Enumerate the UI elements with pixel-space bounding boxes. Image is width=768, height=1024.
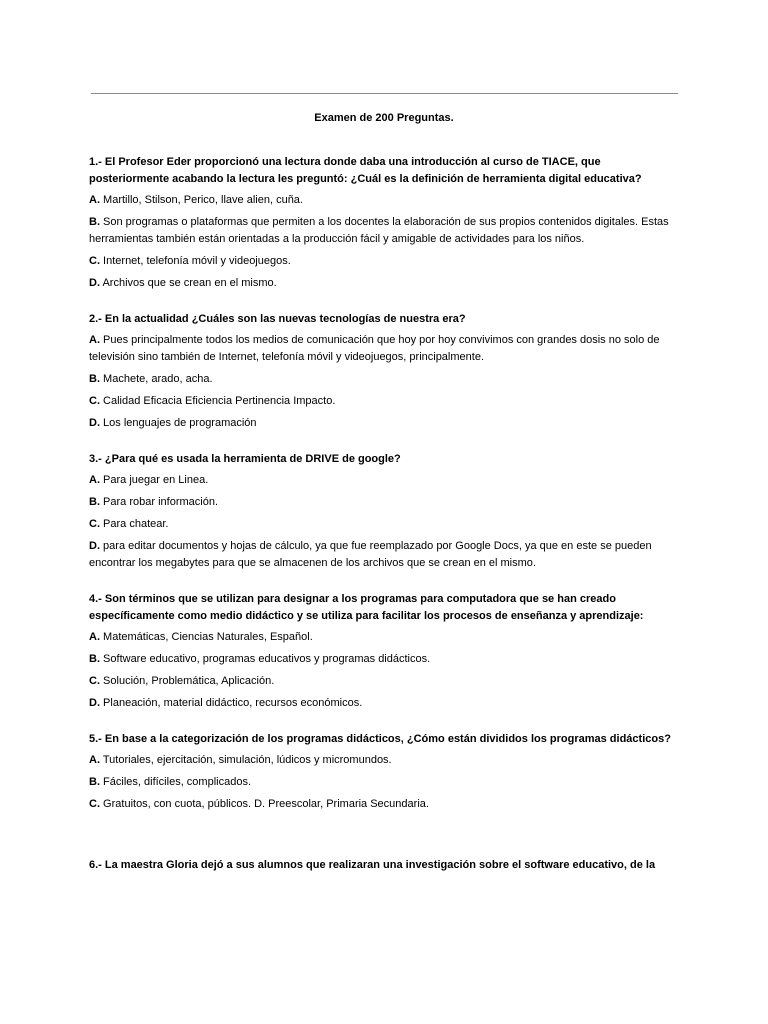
question-2 bbox=[89, 311, 681, 432]
question-1 bbox=[89, 154, 681, 292]
option-text: Son programas o plataformas que permiten a los docentes la elaboración de sus propios contenidos digitales. Estas herramientas también están orientadas a la producción fácil y amigable de actividades para los niños. bbox=[89, 216, 669, 245]
option-text: Software educativo, programas educativos y programas didácticos. bbox=[100, 653, 431, 665]
question-6 bbox=[89, 857, 681, 874]
option-letter: B. bbox=[89, 216, 100, 228]
option-letter: A. bbox=[89, 194, 100, 206]
option-text: Calidad Eficacia Eficiencia Pertinencia Impacto. bbox=[100, 395, 336, 407]
option-letter: C. bbox=[89, 518, 100, 530]
question-text: 5.- En base a la categorización de los programas didácticos, ¿Cómo están divididos los programas didácticos? bbox=[89, 733, 671, 745]
option-letter: D. bbox=[89, 417, 100, 429]
answer-option bbox=[89, 516, 681, 533]
question-text: 3.- ¿Para qué es usada la herramienta de DRIVE de google? bbox=[89, 453, 401, 465]
option-letter: C. bbox=[89, 798, 100, 810]
option-text: Para juegar en Linea. bbox=[100, 474, 209, 486]
question-text: 6.- La maestra Gloria dejó a sus alumnos que realizaran una investigación sobre el software educativo, de la bbox=[89, 859, 656, 871]
option-letter: C. bbox=[89, 395, 100, 407]
answer-option bbox=[89, 629, 681, 646]
option-letter: A. bbox=[89, 631, 100, 643]
option-text: Internet, telefonía móvil y videojuegos. bbox=[100, 255, 291, 267]
answer-option bbox=[89, 253, 681, 270]
answer-option bbox=[89, 494, 681, 511]
answer-option bbox=[89, 393, 681, 410]
answer-option bbox=[89, 192, 681, 209]
option-letter: A. bbox=[89, 474, 100, 486]
option-letter: B. bbox=[89, 653, 100, 665]
option-letter: B. bbox=[89, 373, 100, 385]
option-letter: B. bbox=[89, 776, 100, 788]
option-text: Para chatear. bbox=[100, 518, 169, 530]
option-letter: D. bbox=[89, 277, 100, 289]
question-4 bbox=[89, 591, 681, 712]
option-letter: A. bbox=[89, 754, 100, 766]
answer-option bbox=[89, 371, 681, 388]
answer-option bbox=[89, 415, 681, 432]
option-text: Para robar información. bbox=[100, 496, 218, 508]
option-letter: C. bbox=[89, 675, 100, 687]
document-title: Examen de 200 Preguntas. bbox=[314, 112, 454, 124]
answer-option bbox=[89, 472, 681, 489]
option-text: para editar documentos y hojas de cálculo, ya que fue reemplazado por Google Docs, ya que en este se pueden encontrar los megabytes para que se almacenen de los archivos que se crean en el mismo. bbox=[89, 540, 652, 569]
option-text: Los lenguajes de programación bbox=[100, 417, 257, 429]
option-text: Gratuitos, con cuota, públicos. D. Preescolar, Primaria Secundaria. bbox=[100, 798, 429, 810]
answer-option bbox=[89, 774, 681, 791]
answer-option bbox=[89, 695, 681, 712]
answer-option bbox=[89, 538, 681, 572]
option-text: Tutoriales, ejercitación, simulación, lúdicos y micromundos. bbox=[100, 754, 392, 766]
option-text: Archivos que se crean en el mismo. bbox=[100, 277, 277, 289]
header-rule bbox=[91, 93, 678, 94]
answer-option bbox=[89, 332, 681, 366]
answer-option bbox=[89, 275, 681, 292]
question-text: 2.- En la actualidad ¿Cuáles son las nuevas tecnologías de nuestra era? bbox=[89, 313, 466, 325]
answer-option bbox=[89, 214, 681, 248]
option-letter: B. bbox=[89, 496, 100, 508]
option-text: Solución, Problemática, Aplicación. bbox=[100, 675, 275, 687]
option-text: Pues principalmente todos los medios de comunicación que hoy por hoy convivimos con grandes dosis no solo de televisión sino también de Internet, telefonía móvil y videojuegos, principalmente. bbox=[89, 334, 660, 363]
option-text: Martillo, Stilson, Perico, llave alien, cuña. bbox=[100, 194, 303, 206]
question-text: 4.- Son términos que se utilizan para designar a los programas para computadora que se han creado específicamente como medio didáctico y se utiliza para facilitar los procesos de enseñanza y aprendizaje: bbox=[89, 593, 644, 622]
answer-option bbox=[89, 752, 681, 769]
questions-list bbox=[89, 154, 681, 893]
option-letter: D. bbox=[89, 540, 100, 552]
option-text: Matemáticas, Ciencias Naturales, Español. bbox=[100, 631, 313, 643]
option-letter: C. bbox=[89, 255, 100, 267]
option-text: Machete, arado, acha. bbox=[100, 373, 213, 385]
option-text: Fáciles, difíciles, complicados. bbox=[100, 776, 251, 788]
option-letter: D. bbox=[89, 697, 100, 709]
question-text: 1.- El Profesor Eder proporcionó una lectura donde daba una introducción al curso de TIACE, que posteriormente acabando la lectura les preguntó: ¿Cuál es la definición de herramienta digital educativa? bbox=[89, 156, 642, 185]
answer-option bbox=[89, 796, 681, 813]
question-3 bbox=[89, 451, 681, 572]
option-text: Planeación, material didáctico, recursos económicos. bbox=[100, 697, 363, 709]
option-letter: A. bbox=[89, 334, 100, 346]
answer-option bbox=[89, 673, 681, 690]
answer-option bbox=[89, 651, 681, 668]
question-5 bbox=[89, 731, 681, 813]
